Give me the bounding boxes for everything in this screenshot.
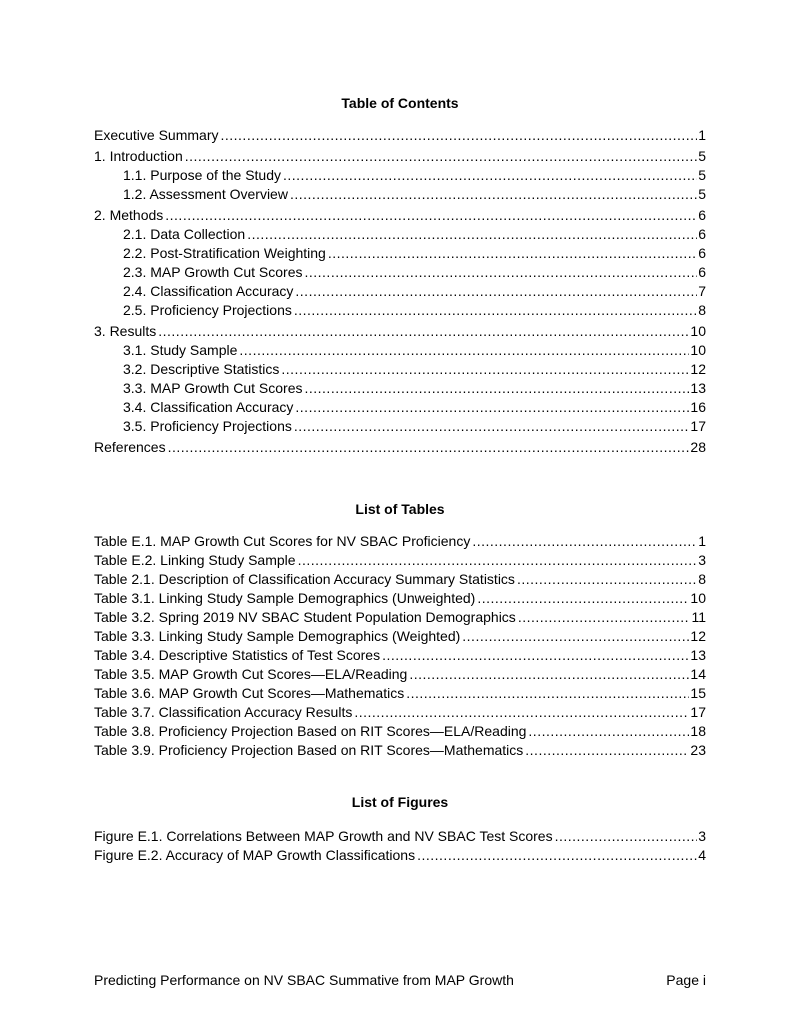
toc-entry-page-number: 6 <box>698 226 706 242</box>
dot-leader <box>283 166 697 185</box>
toc-entry-page-number: 5 <box>698 167 706 183</box>
table-entry[interactable] <box>94 646 706 665</box>
table-entry[interactable] <box>94 703 706 722</box>
dot-leader <box>281 360 689 379</box>
dot-leader <box>239 341 689 360</box>
dot-leader <box>328 244 697 263</box>
table-entry-page-number: 8 <box>698 571 706 587</box>
toc-heading: Table of Contents <box>341 95 459 111</box>
toc-entry-label: 2.1. Data Collection <box>123 226 246 242</box>
dot-leader <box>290 185 697 204</box>
table-entry[interactable] <box>94 532 706 551</box>
table-entry-label: Table 3.1. Linking Study Sample Demographics (Unweighted) <box>94 590 476 606</box>
toc-entry-page-number: 5 <box>698 148 706 164</box>
toc-entry[interactable] <box>94 126 706 145</box>
toc-entry-page-number: 8 <box>698 302 706 318</box>
list-of-tables-heading: List of Tables <box>355 501 445 517</box>
toc-entry-label: 1. Introduction <box>94 148 183 164</box>
toc-entry-page-number: 13 <box>690 380 706 396</box>
toc-entry-page-number: 17 <box>690 418 706 434</box>
toc-entry-label: 3.1. Study Sample <box>123 342 238 358</box>
table-entry-label: Table 3.7. Classification Accuracy Results <box>94 704 353 720</box>
table-entry[interactable] <box>94 741 706 760</box>
dot-leader <box>295 282 697 301</box>
table-entry-page-number: 14 <box>690 666 706 682</box>
toc-entry-label: 3. Results <box>94 323 157 339</box>
table-entry-label: Table 3.6. MAP Growth Cut Scores—Mathematics <box>94 685 405 701</box>
toc-entry-label: 3.4. Classification Accuracy <box>123 399 294 415</box>
table-entry[interactable] <box>94 589 706 608</box>
table-entry-label: Table 3.8. Proficiency Projection Based on RIT Scores—ELA/Reading <box>94 723 527 739</box>
table-entry[interactable] <box>94 551 706 570</box>
toc-entry[interactable] <box>94 398 706 417</box>
toc-entry-page-number: 6 <box>698 264 706 280</box>
toc-entry-page-number: 10 <box>690 342 706 358</box>
dot-leader <box>295 398 689 417</box>
toc-entry[interactable] <box>94 438 706 457</box>
list-of-tables <box>94 532 706 760</box>
dot-leader <box>528 722 689 741</box>
table-entry-label: Table 3.3. Linking Study Sample Demographics (Weighted) <box>94 628 461 644</box>
toc-entry[interactable] <box>94 244 706 263</box>
table-entry[interactable] <box>94 722 706 741</box>
toc-entry-page-number: 5 <box>698 186 706 202</box>
dot-leader <box>555 827 698 846</box>
toc-entry-page-number: 6 <box>698 207 706 223</box>
toc-entry-label: 2.5. Proficiency Projections <box>123 302 292 318</box>
table-entry[interactable] <box>94 665 706 684</box>
toc-entry[interactable] <box>94 206 706 225</box>
table-entry-page-number: 11 <box>691 609 706 625</box>
dot-leader <box>417 846 697 865</box>
toc-entry[interactable] <box>94 379 706 398</box>
table-entry-label: Table E.1. MAP Growth Cut Scores for NV SBAC Proficiency <box>94 533 471 549</box>
toc-entry-label: Executive Summary <box>94 127 219 143</box>
list-of-figures <box>94 827 706 865</box>
dot-leader <box>247 225 697 244</box>
toc-entry-label: 2.2. Post-Stratification Weighting <box>123 245 326 261</box>
toc-entry[interactable] <box>94 166 706 185</box>
dot-leader <box>304 263 697 282</box>
table-entry-page-number: 3 <box>698 552 706 568</box>
dot-leader <box>304 379 689 398</box>
footer-title: Predicting Performance on NV SBAC Summative from MAP Growth <box>94 972 514 988</box>
table-entry-label: Table 3.5. MAP Growth Cut Scores—ELA/Reading <box>94 666 408 682</box>
figure-entry-page-number: 4 <box>698 847 706 863</box>
figure-entry-label: Figure E.1. Correlations Between MAP Growth and NV SBAC Test Scores <box>94 828 553 844</box>
table-entry-page-number: 17 <box>690 704 706 720</box>
toc-entry-page-number: 7 <box>698 283 706 299</box>
toc-entry[interactable] <box>94 360 706 379</box>
table-entry-page-number: 15 <box>690 685 706 701</box>
dot-leader <box>165 206 697 225</box>
toc-entry-label: 2. Methods <box>94 207 164 223</box>
page-footer <box>94 971 706 989</box>
dot-leader <box>354 703 689 722</box>
table-entry-label: Table 2.1. Description of Classification Accuracy Summary Statistics <box>94 571 515 587</box>
toc-entry-label: 3.5. Proficiency Projections <box>123 418 292 434</box>
figure-entry-page-number: 3 <box>698 828 706 844</box>
table-entry-page-number: 10 <box>690 590 706 606</box>
toc-entry-label: 3.3. MAP Growth Cut Scores <box>123 380 303 396</box>
toc-entry[interactable] <box>94 185 706 204</box>
table-entry-page-number: 1 <box>698 533 706 549</box>
toc-entry-page-number: 10 <box>690 323 706 339</box>
toc-entry[interactable] <box>94 263 706 282</box>
dot-leader <box>518 608 691 627</box>
figure-entry[interactable] <box>94 827 706 846</box>
toc-entry-page-number: 28 <box>690 439 706 455</box>
dot-leader <box>185 147 697 166</box>
toc-entry-page-number: 6 <box>698 245 706 261</box>
dot-leader <box>409 665 689 684</box>
table-entry-label: Table 3.2. Spring 2019 NV SBAC Student Population Demographics <box>94 609 516 625</box>
dot-leader <box>298 551 698 570</box>
toc-entry-label: 1.2. Assessment Overview <box>123 186 288 202</box>
toc-entry-label: References <box>94 439 166 455</box>
toc-entry[interactable] <box>94 147 706 166</box>
dot-leader <box>294 301 697 320</box>
toc-entry-label: 1.1. Purpose of the Study <box>123 167 281 183</box>
dot-leader <box>477 589 689 608</box>
table-entry[interactable] <box>94 608 706 627</box>
list-of-figures-heading: List of Figures <box>351 794 449 810</box>
footer-page-number: Page i <box>666 972 706 988</box>
dot-leader <box>294 417 690 436</box>
toc-entry[interactable] <box>94 341 706 360</box>
toc-entry[interactable] <box>94 225 706 244</box>
dot-leader <box>158 322 689 341</box>
toc-list <box>94 126 706 457</box>
table-entry-page-number: 23 <box>690 742 706 758</box>
table-entry[interactable] <box>94 570 706 589</box>
table-entry-label: Table 3.4. Descriptive Statistics of Test Scores <box>94 647 381 663</box>
dot-leader <box>220 126 697 145</box>
toc-entry-label: 2.3. MAP Growth Cut Scores <box>123 264 303 280</box>
dot-leader <box>472 532 697 551</box>
toc-entry[interactable] <box>94 301 706 320</box>
table-entry-page-number: 18 <box>690 723 706 739</box>
toc-entry[interactable] <box>94 282 706 301</box>
dot-leader <box>168 438 690 457</box>
table-entry-page-number: 13 <box>690 647 706 663</box>
table-entry[interactable] <box>94 627 706 646</box>
toc-entry-page-number: 12 <box>690 361 706 377</box>
toc-entry-label: 2.4. Classification Accuracy <box>123 283 294 299</box>
toc-entry[interactable] <box>94 322 706 341</box>
table-entry-label: Table E.2. Linking Study Sample <box>94 552 296 568</box>
toc-entry-label: 3.2. Descriptive Statistics <box>123 361 280 377</box>
table-entry-label: Table 3.9. Proficiency Projection Based on RIT Scores—Mathematics <box>94 742 524 758</box>
toc-entry-page-number: 1 <box>698 127 706 143</box>
dot-leader <box>406 684 689 703</box>
figure-entry[interactable] <box>94 846 706 865</box>
table-entry-page-number: 12 <box>690 628 706 644</box>
table-entry[interactable] <box>94 684 706 703</box>
dot-leader <box>517 570 697 589</box>
toc-entry-page-number: 16 <box>690 399 706 415</box>
dot-leader <box>462 627 689 646</box>
figure-entry-label: Figure E.2. Accuracy of MAP Growth Classifications <box>94 847 416 863</box>
dot-leader <box>525 741 689 760</box>
dot-leader <box>382 646 689 665</box>
toc-entry[interactable] <box>94 417 706 436</box>
